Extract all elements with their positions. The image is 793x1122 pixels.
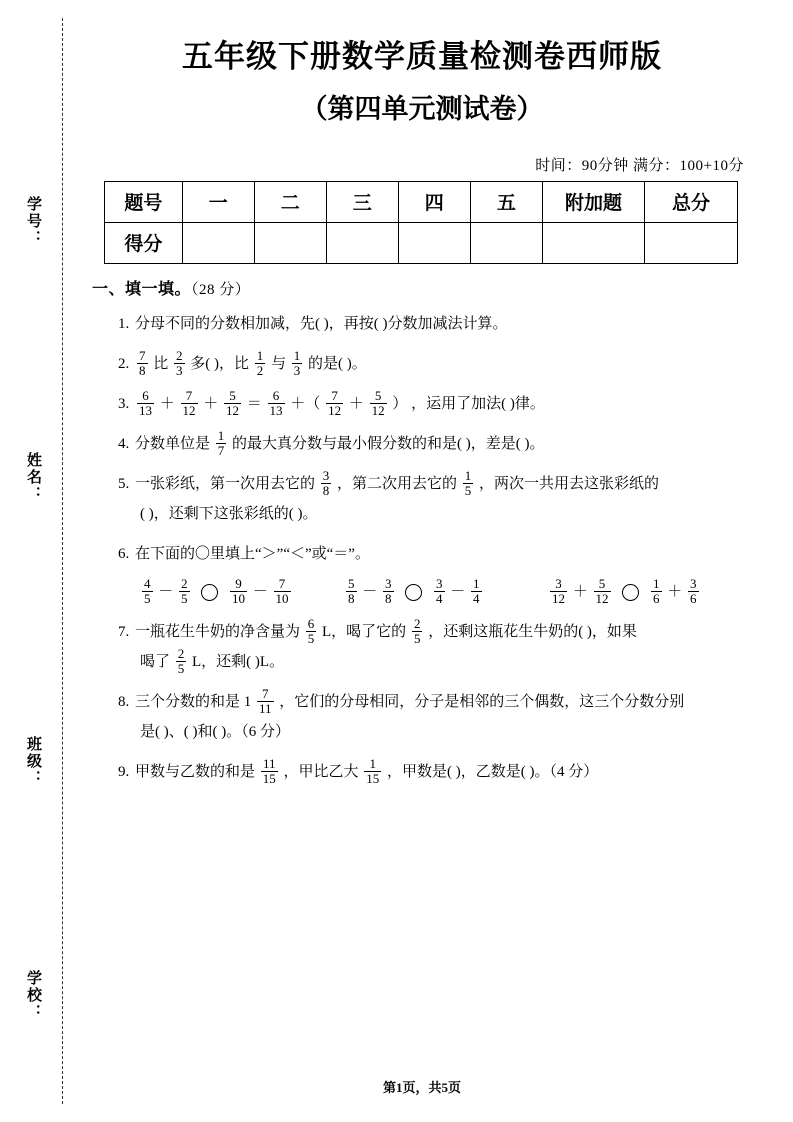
fraction: $\frac{7}{11}$	[259, 685, 272, 716]
question-number: 4.	[118, 435, 130, 452]
question-number: 8.	[118, 693, 130, 710]
exam-meta: 时间：90分钟 满分：100+10分	[535, 157, 744, 174]
question-text: ，它们的分母相同，分子是相邻的三个偶数，这三个分数分别	[279, 693, 685, 710]
question-3	[118, 389, 752, 419]
operator: ）	[392, 395, 408, 412]
question-number: 1.	[118, 315, 130, 332]
fraction: $\frac{6}{5}$	[307, 615, 315, 646]
score-table-col-4: 四	[398, 181, 470, 222]
field-school: 学校：	[25, 970, 41, 1021]
question-text: 多( )，比	[190, 355, 250, 372]
fraction: $\frac{3}{4}$	[436, 575, 443, 606]
question-text: 在下面的〇里填上“＞”“＜”或“＝”。	[135, 545, 370, 562]
question-number: 2.	[118, 355, 130, 372]
question-8	[118, 687, 752, 747]
section-points: （28 分）	[191, 281, 251, 298]
question-text: ，第二次用去它的	[337, 475, 458, 492]
question-text: 分母不同的分数相加减，先( )，再按( )分数加减法计算。	[135, 315, 508, 332]
question-number: 5.	[118, 475, 130, 492]
fraction: $\frac{3}{12}$	[552, 575, 565, 606]
score-cell[interactable]	[470, 222, 542, 263]
fraction: $\frac{4}{5}$	[144, 575, 151, 606]
field-name: 姓名：	[25, 452, 41, 503]
answer-circle[interactable]	[405, 584, 422, 601]
score-cell[interactable]	[645, 222, 738, 263]
question-text: 的最大真分数与最小假分数的和是( )，差是( )。	[232, 435, 545, 452]
fraction: $\frac{2}{3}$	[176, 347, 183, 378]
operator: ＋（	[290, 395, 321, 412]
fraction: $\frac{1}{5}$	[464, 467, 472, 498]
operator: ＋	[348, 395, 364, 412]
question-text: 一张彩纸，第一次用去它的	[135, 475, 316, 492]
score-table	[104, 181, 738, 264]
fraction: $\frac{2}{5}$	[177, 645, 185, 676]
score-table-col-total: 总分	[645, 181, 738, 222]
question-text: ，还剩这瓶花生牛奶的( )，如果	[428, 623, 637, 640]
answer-circle[interactable]	[622, 584, 639, 601]
table-row	[105, 181, 738, 222]
fraction: $\frac{3}{8}$	[385, 575, 392, 606]
binding-margin	[0, 0, 72, 1122]
answer-circle[interactable]	[201, 584, 218, 601]
question-text: ，甲比乙大	[283, 763, 359, 780]
fraction: $\frac{5}{12}$	[371, 387, 385, 418]
score-table-col-1: 一	[182, 181, 254, 222]
question-text: 与	[271, 355, 287, 372]
question-text: 三个分数的和是 1	[135, 693, 252, 710]
question-text: 分数单位是	[135, 435, 211, 452]
compare-item[interactable]	[548, 577, 752, 607]
score-cell[interactable]	[542, 222, 644, 263]
question-1	[118, 309, 752, 339]
question-text: 比	[153, 355, 169, 372]
section-heading-1	[92, 276, 752, 299]
fraction: $\frac{1}{2}$	[256, 347, 264, 378]
question-text: 是( )、( )和( )。（6 分）	[140, 723, 290, 740]
fraction: $\frac{1}{6}$	[653, 575, 660, 606]
operator: －	[252, 583, 268, 600]
score-table-row-label: 得分	[105, 222, 183, 263]
question-line-2	[140, 647, 752, 677]
fraction: $\frac{5}{12}$	[595, 575, 609, 606]
fraction: $\frac{7}{12}$	[328, 387, 342, 418]
score-table-col-extra: 附加题	[542, 181, 644, 222]
compare-item[interactable]	[344, 577, 548, 607]
page-footer: 第1页，共5页	[382, 1080, 461, 1095]
score-cell[interactable]	[398, 222, 470, 263]
fraction: $\frac{7}{8}$	[139, 347, 146, 378]
question-text: 一瓶花生牛奶的净含量为	[135, 623, 301, 640]
question-text: ，两次一共用去这张彩纸的	[479, 475, 660, 492]
fraction: $\frac{2}{5}$	[413, 615, 421, 646]
page-title: 五年级下册数学质量检测卷西师版	[182, 39, 662, 75]
field-class: 班级：	[25, 736, 41, 787]
fraction: $\frac{6}{13}$	[269, 387, 283, 418]
operator: ＋	[159, 395, 175, 412]
fraction: $\frac{1}{3}$	[293, 347, 301, 378]
operator: ＋	[572, 583, 588, 600]
fraction: $\frac{5}{12}$	[226, 387, 240, 418]
operator: －	[158, 583, 174, 600]
operator: ＋	[667, 583, 683, 600]
fraction: $\frac{1}{7}$	[217, 427, 225, 458]
fraction: $\frac{11}{15}$	[262, 755, 276, 786]
question-text: 喝了	[140, 653, 171, 670]
compare-row	[140, 577, 752, 607]
fraction: $\frac{7}{10}$	[275, 575, 289, 606]
operator: ＋	[203, 395, 219, 412]
operator: ＝	[246, 395, 262, 412]
fraction: $\frac{3}{6}$	[690, 575, 697, 606]
table-row	[105, 222, 738, 263]
question-number: 9.	[118, 763, 130, 780]
fraction: $\frac{7}{12}$	[182, 387, 196, 418]
page-subtitle: （第四单元测试卷）	[300, 93, 544, 125]
question-number: 6.	[118, 545, 130, 562]
operator: －	[362, 583, 378, 600]
question-4	[118, 429, 752, 459]
score-table-col-2: 二	[254, 181, 326, 222]
question-text: ，甲数是( )，乙数是( )。（4 分）	[387, 763, 599, 780]
question-text: ( )，还剩下这张彩纸的( )。	[140, 505, 318, 522]
score-table-col-5: 五	[470, 181, 542, 222]
score-cell[interactable]	[254, 222, 326, 263]
question-5	[118, 469, 752, 529]
question-7	[118, 617, 752, 677]
question-2	[118, 349, 752, 379]
operator: －	[450, 583, 466, 600]
field-student-id: 学号：	[25, 196, 41, 247]
score-table-col-3: 三	[326, 181, 398, 222]
score-cell[interactable]	[182, 222, 254, 263]
question-9	[118, 757, 752, 787]
fraction: $\frac{1}{4}$	[473, 575, 480, 606]
section-title: 一、填一填。	[92, 280, 192, 298]
score-cell[interactable]	[326, 222, 398, 263]
fraction: $\frac{5}{8}$	[348, 575, 355, 606]
fraction: $\frac{2}{5}$	[181, 575, 188, 606]
question-6	[118, 539, 752, 607]
compare-item[interactable]	[140, 577, 344, 607]
fraction: $\frac{1}{15}$	[366, 755, 380, 786]
score-table-row-label: 题号	[105, 181, 183, 222]
question-text: L，还剩( )L。	[192, 653, 285, 670]
question-text: ，运用了加法( )律。	[411, 395, 545, 412]
exam-paper	[92, 0, 752, 1122]
question-text: L，喝了它的	[322, 623, 407, 640]
question-text: 甲数与乙数的和是	[135, 763, 256, 780]
question-number: 3.	[118, 395, 130, 412]
fraction: $\frac{6}{13}$	[139, 387, 152, 418]
question-number: 7.	[118, 623, 130, 640]
fraction: $\frac{9}{10}$	[232, 575, 246, 606]
fraction: $\frac{3}{8}$	[322, 467, 330, 498]
fold-dashed-line	[62, 18, 63, 1104]
question-text: 的是( )。	[308, 355, 367, 372]
